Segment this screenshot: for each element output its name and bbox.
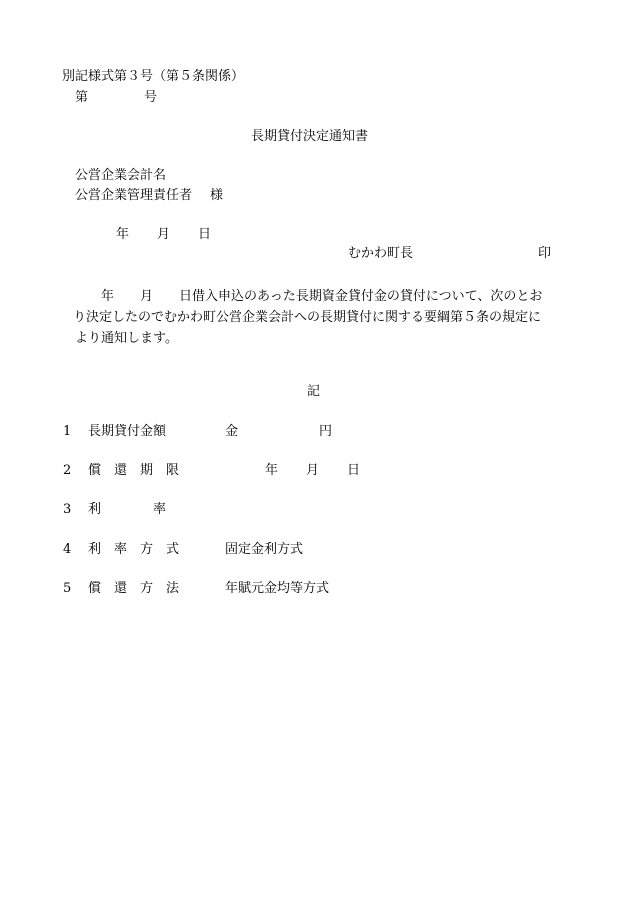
date-year: 年 — [116, 227, 130, 242]
item-label-rate-method: 利 率 方 式 — [88, 542, 180, 557]
date-month: 月 — [157, 227, 171, 242]
body-line-2: り決定したのでむかわ町公営企業会計への長期貸付に関する要綱第５条の規定に — [73, 310, 542, 325]
item-number: 4 — [63, 542, 72, 557]
notification-body — [75, 286, 575, 349]
item-value-equal-principal: 年賦元金均等方式 — [225, 581, 330, 596]
item-number: 2 — [63, 463, 72, 478]
item-value-day: 日 — [347, 463, 361, 478]
document-title: 長期貸付決定通知書 — [251, 129, 369, 144]
form-label: 別記様式第３号（第５条関係） — [62, 69, 245, 84]
item-value-kin: 金 — [225, 424, 239, 439]
addressee-honorific: 様 — [210, 188, 224, 203]
body-line-3: より通知します。 — [75, 331, 178, 346]
issuer-seal: 印 — [538, 246, 552, 261]
item-number: 1 — [63, 424, 72, 439]
addressee-accounting-name: 公営企業会計名 — [75, 168, 167, 183]
item-label-interest-rate: 利 率 — [88, 502, 167, 517]
item-number: 3 — [63, 502, 72, 517]
item-value-yen: 円 — [319, 424, 333, 439]
item-label-repayment-deadline: 償 還 期 限 — [88, 463, 180, 478]
item-value-fixed-rate: 固定金利方式 — [225, 542, 304, 557]
item-number: 5 — [63, 581, 72, 596]
item-label-loan-amount: 長期貸付金額 — [88, 424, 167, 439]
document-number-suffix: 号 — [144, 90, 158, 105]
body-line-1: 年 月 日借入申込のあった長期資金貸付金の貸付について、次のとお — [101, 289, 543, 304]
document-number-prefix: 第 — [75, 90, 89, 105]
item-value-year: 年 — [265, 463, 279, 478]
item-value-month: 月 — [306, 463, 320, 478]
date-day: 日 — [198, 227, 212, 242]
note-heading: 記 — [307, 384, 321, 399]
addressee-manager: 公営企業管理責任者 — [75, 188, 193, 203]
item-label-repayment-method: 償 還 方 法 — [88, 581, 180, 596]
issuer-name: むかわ町長 — [348, 246, 414, 261]
